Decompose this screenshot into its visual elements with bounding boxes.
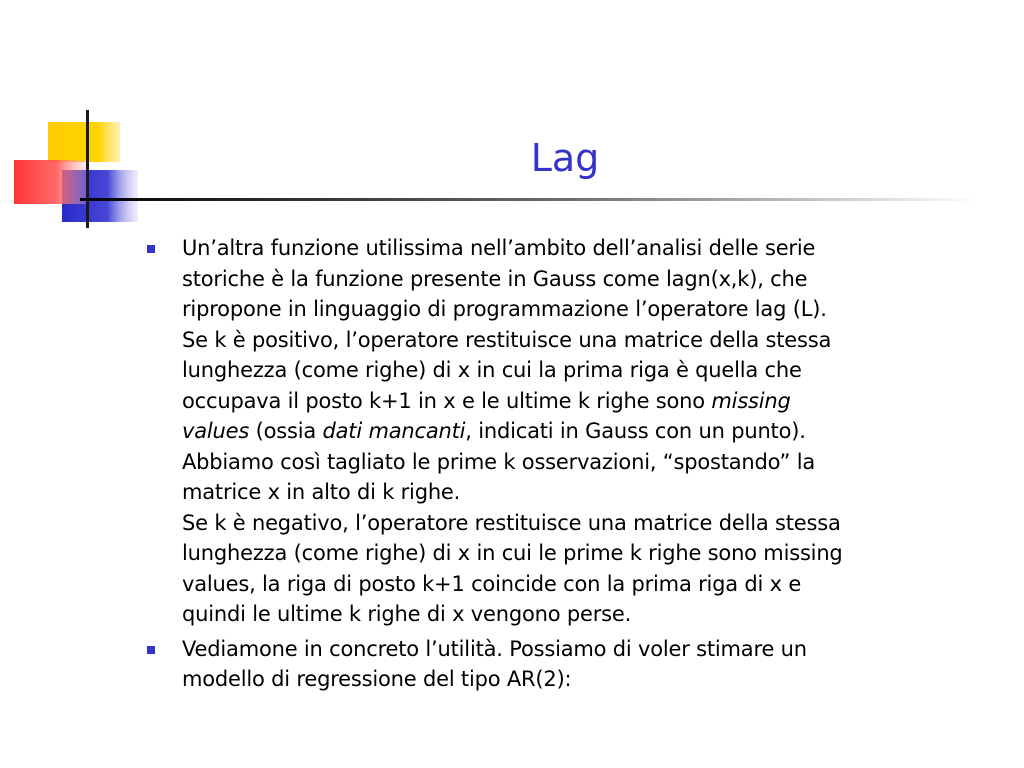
text-line: occupava il posto k+1 in x e le ultime k righe sono missing	[182, 388, 791, 413]
bullet-square-icon	[147, 245, 155, 253]
text-line: lunghezza (come righe) di x in cui le prime k righe sono missing	[182, 541, 843, 565]
italic-term: dati mancanti	[322, 419, 466, 443]
text-line: ripropone in linguaggio di programmazione l’operatore lag (L).	[182, 297, 827, 321]
text-line: values, la riga di posto k+1 coincide con la prima riga di x e	[182, 571, 802, 596]
bullet-list	[140, 233, 1000, 699]
decorative-logo	[0, 0, 160, 240]
logo-red-square	[14, 160, 86, 204]
text-line: Se k è positivo, l’operatore restituisce una matrice della stessa	[182, 327, 832, 352]
italic-term: values	[182, 419, 250, 443]
text-line: values (ossia dati mancanti, indicati in Gauss con un punto).	[182, 419, 806, 443]
text-line: storiche è la funzione presente in Gauss come lagn(x,k), che	[182, 266, 808, 291]
bullet-item	[140, 634, 1000, 695]
title-underline	[80, 198, 980, 201]
italic-term: missing	[711, 388, 791, 413]
text-line: Abbiamo così tagliato le prime k osservazioni, “spostando” la	[182, 449, 816, 474]
text-line: Un’altra funzione utilissima nell’ambito dell’analisi delle serie	[182, 236, 816, 260]
text-line: quindi le ultime k righe di x vengono perse.	[182, 602, 632, 626]
bullet-item	[140, 233, 1000, 630]
logo-vertical-line	[86, 110, 89, 228]
text-line: modello di regressione del tipo AR(2):	[182, 667, 572, 691]
logo-yellow-square	[48, 122, 120, 162]
text-line: lunghezza (come righe) di x in cui la prima riga è quella che	[182, 358, 802, 382]
text-line: Se k è negativo, l’operatore restituisce una matrice della stessa	[182, 510, 841, 535]
slide-title: Lag	[530, 136, 600, 180]
bullet-square-icon	[147, 646, 155, 654]
text-line: matrice x in alto di k righe.	[182, 480, 461, 504]
text-line: Vediamone in concreto l’utilità. Possiamo di voler stimare un	[182, 636, 807, 661]
